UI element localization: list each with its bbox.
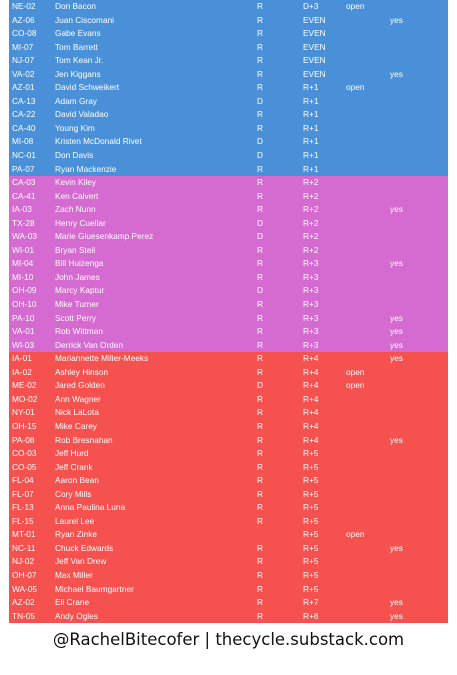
table-row [9,14,448,28]
rating-cell: R+5 [303,461,319,472]
name-cell: Mike Carey [55,420,97,431]
rating-cell: R+4 [303,420,319,431]
rating-cell: R+1 [303,163,319,174]
yes-flag-cell: yes [390,597,403,608]
district-cell: NJ-07 [12,55,35,66]
table-row [9,41,448,55]
district-cell: OH-09 [12,285,37,296]
rating-cell: R+5 [303,529,319,540]
party-cell: R [257,244,263,255]
open-seat-cell: open [346,529,365,540]
district-cell: PA-08 [12,434,35,445]
name-cell: Zach Nunn [55,204,96,215]
name-cell: Bryan Steil [55,244,96,255]
rating-cell: EVEN [303,68,326,79]
table-row [9,447,448,461]
table-row [9,474,448,488]
yes-flag-cell: yes [390,610,403,621]
party-cell: R [257,366,263,377]
party-cell: D [257,285,263,296]
district-cell: WA-03 [12,231,38,242]
name-cell: Anna Paulina Luna [55,502,126,513]
district-cell: CA-22 [12,109,36,120]
rating-cell: R+5 [303,569,319,580]
ratings-table [9,0,448,621]
rating-cell: R+3 [303,258,319,269]
party-cell: R [257,583,263,594]
party-cell: R [257,326,263,337]
district-cell: CO-05 [12,461,37,472]
name-cell: Ryan Mackenzie [55,163,117,174]
party-cell: R [257,556,263,567]
rating-cell: R+3 [303,326,319,337]
name-cell: Ryan Zinke [55,529,97,540]
rating-cell: R+7 [303,597,319,608]
table-row [9,68,448,82]
party-cell: R [257,502,263,513]
party-cell: R [257,434,263,445]
rating-cell: R+2 [303,217,319,228]
name-cell: Jen Kiggans [55,68,101,79]
district-cell: MO-02 [12,393,38,404]
rating-cell: R+3 [303,299,319,310]
district-cell: CO-08 [12,28,37,39]
party-cell: R [257,312,263,323]
district-cell: AZ-06 [12,14,35,25]
district-cell: CA-41 [12,190,36,201]
rating-cell: R+3 [303,312,319,323]
party-cell: R [257,163,263,174]
district-cell: OH-15 [12,420,37,431]
table-row [9,501,448,515]
name-cell: Marie Gluesenkamp Perez [55,231,154,242]
district-cell: IA-02 [12,366,32,377]
party-cell: R [257,448,263,459]
district-cell: CO-03 [12,448,37,459]
party-cell: R [257,353,263,364]
district-cell: OH-07 [12,569,37,580]
rating-cell: R+5 [303,542,319,553]
yes-flag-cell: yes [390,204,403,215]
rating-cell: R+1 [303,150,319,161]
table-row [9,366,448,380]
table-row [9,583,448,597]
rating-cell: R+4 [303,380,319,391]
rating-cell: EVEN [303,41,326,52]
rating-cell: EVEN [303,14,326,25]
open-seat-cell: open [346,1,365,11]
table-row [9,298,448,312]
yes-flag-cell: yes [390,542,403,553]
district-cell: FL-13 [12,502,34,513]
name-cell: Andy Ogles [55,610,98,621]
name-cell: Laurel Lee [55,515,95,526]
rating-cell: D+3 [303,1,319,11]
party-cell: D [257,95,263,106]
rating-cell: R+4 [303,393,319,404]
rating-cell: EVEN [303,28,326,39]
party-cell: R [257,299,263,310]
party-cell: R [257,82,263,93]
party-cell: R [257,542,263,553]
party-cell: R [257,420,263,431]
district-cell: MI-10 [12,271,34,282]
table-row [9,596,448,610]
yes-flag-cell: yes [390,339,403,350]
rating-cell: R+1 [303,109,319,120]
rating-cell: R+3 [303,271,319,282]
rating-cell: R+1 [303,122,319,133]
rating-cell: R+2 [303,190,319,201]
rating-cell: R+4 [303,407,319,418]
rating-cell: R+3 [303,339,319,350]
district-cell: CA-13 [12,95,36,106]
name-cell: Max Miller [55,569,93,580]
party-cell: R [257,393,263,404]
name-cell: John James [55,271,100,282]
name-cell: Aaron Bean [55,475,99,486]
name-cell: Ken Calvert [55,190,99,201]
party-cell: R [257,597,263,608]
district-cell: OH-10 [12,299,37,310]
party-cell: R [257,190,263,201]
name-cell: Scott Perry [55,312,97,323]
party-cell: R [257,339,263,350]
name-cell: Gabe Evans [55,28,101,39]
name-cell: Michael Baumgartner [55,583,134,594]
district-cell: IA-03 [12,204,32,215]
rating-cell: R+5 [303,515,319,526]
district-cell: MI-04 [12,258,34,269]
table-row [9,434,448,448]
table-row [9,244,448,258]
name-cell: Kristen McDonald Rivet [55,136,142,147]
rating-cell: R+2 [303,244,319,255]
table-row [9,149,448,163]
name-cell: Eli Crane [55,597,90,608]
rating-cell: R+3 [303,285,319,296]
table-row [9,352,448,366]
table-row [9,393,448,407]
rating-cell: R+2 [303,231,319,242]
table-row [9,257,448,271]
party-cell: R [257,55,263,66]
table-row [9,176,448,190]
name-cell: Adam Gray [55,95,97,106]
open-seat-cell: open [346,82,365,93]
table-row [9,542,448,556]
district-cell: VA-02 [12,68,35,79]
rating-cell: R+2 [303,177,319,188]
name-cell: Rob Wittman [55,326,103,337]
party-cell: R [257,41,263,52]
name-cell: Juan Ciscomani [55,14,115,25]
party-cell: R [257,515,263,526]
rating-cell: R+5 [303,583,319,594]
table-row [9,555,448,569]
rating-cell: R+4 [303,366,319,377]
party-cell: R [257,28,263,39]
rating-cell: R+4 [303,353,319,364]
district-cell: TN-05 [12,610,36,621]
rating-cell: R+2 [303,204,319,215]
district-cell: AZ-01 [12,82,35,93]
table-row [9,312,448,326]
district-cell: MI-08 [12,136,34,147]
table-row [9,81,448,95]
district-cell: ME-02 [12,380,37,391]
table-row [9,217,448,231]
party-cell: R [257,1,263,11]
yes-flag-cell: yes [390,258,403,269]
name-cell: Henry Cuellar [55,217,106,228]
name-cell: Nick LaLota [55,407,99,418]
table-row [9,284,448,298]
district-cell: AZ-02 [12,597,35,608]
rating-cell: R+5 [303,448,319,459]
party-cell: D [257,150,263,161]
rating-cell: R+5 [303,488,319,499]
table-row [9,163,448,177]
district-cell: FL-07 [12,488,34,499]
party-cell: R [257,461,263,472]
table-row [9,27,448,41]
district-cell: MI-07 [12,41,34,52]
name-cell: Mariannette Miller-Meeks [55,353,149,364]
party-cell: R [257,122,263,133]
district-cell: MT-01 [12,529,36,540]
name-cell: Derrick Van Orden [55,339,124,350]
party-cell: R [257,14,263,25]
name-cell: Bill Huizenga [55,258,104,269]
party-cell: R [257,177,263,188]
yes-flag-cell: yes [390,68,403,79]
rating-cell: R+1 [303,95,319,106]
name-cell: Tom Barrett [55,41,98,52]
party-cell: R [257,109,263,120]
rating-cell: R+5 [303,475,319,486]
district-cell: PA-10 [12,312,35,323]
open-seat-cell: open [346,366,365,377]
rating-cell: R+4 [303,434,319,445]
name-cell: Ashley Hinson [55,366,109,377]
name-cell: Mike Turner [55,299,99,310]
district-cell: TX-28 [12,217,35,228]
party-cell: R [257,488,263,499]
district-cell: WI-03 [12,339,35,350]
district-cell: WA-05 [12,583,38,594]
name-cell: Rob Bresnahan [55,434,113,445]
party-cell: R [257,610,263,621]
rating-cell: R+1 [303,136,319,147]
name-cell: Kevin Kiley [55,177,97,188]
name-cell: Jeff Crank [55,461,93,472]
district-cell: CA-03 [12,177,36,188]
district-cell: PA-07 [12,163,35,174]
table-row [9,420,448,434]
yes-flag-cell: yes [390,326,403,337]
table-row [9,135,448,149]
party-cell: R [257,258,263,269]
party-cell: R [257,407,263,418]
rating-cell: R+8 [303,610,319,621]
party-cell: R [257,475,263,486]
name-cell: Tom Kean Jr. [55,55,104,66]
district-cell: NY-01 [12,407,35,418]
name-cell: Jared Golden [55,380,105,391]
party-cell: R [257,271,263,282]
yes-flag-cell: yes [390,14,403,25]
table-row [9,271,448,285]
table-row [9,461,448,475]
name-cell: Chuck Edwards [55,542,114,553]
rating-cell: R+1 [303,82,319,93]
district-cell: NC-11 [12,542,36,553]
rating-cell: EVEN [303,55,326,66]
table-row [9,515,448,529]
party-cell: R [257,569,263,580]
name-cell: David Valadao [55,109,109,120]
table-row [9,406,448,420]
rating-cell: R+5 [303,556,319,567]
open-seat-cell: open [346,380,365,391]
yes-flag-cell: yes [390,312,403,323]
name-cell: Don Bacon [55,1,97,11]
table-row [9,488,448,502]
party-cell: D [257,231,263,242]
yes-flag-cell: yes [390,353,403,364]
name-cell: David Schweikert [55,82,120,93]
name-cell: Marcy Kaptur [55,285,105,296]
table-row [9,325,448,339]
name-cell: Cory Mills [55,488,92,499]
name-cell: Jeff Van Drew [55,556,107,567]
name-cell: Jeff Hurd [55,448,89,459]
party-cell: D [257,136,263,147]
table-row [9,203,448,217]
table-row [9,379,448,393]
table-row [9,95,448,109]
table-row [9,528,448,542]
table-row [9,0,448,14]
party-cell: R [257,68,263,79]
table-row [9,230,448,244]
district-cell: VA-01 [12,326,35,337]
name-cell: Don Davis [55,150,94,161]
party-cell: D [257,217,263,228]
name-cell: Ann Wagner [55,393,101,404]
district-cell: FL-15 [12,515,34,526]
district-cell: WI-01 [12,244,35,255]
district-cell: FL-04 [12,475,34,486]
district-cell: IA-01 [12,353,32,364]
district-cell: NJ-02 [12,556,35,567]
table-row [9,569,448,583]
table-row [9,339,448,353]
table-row [9,190,448,204]
party-cell: D [257,380,263,391]
rating-cell: R+5 [303,502,319,513]
district-cell: CA-40 [12,122,36,133]
table-row [9,54,448,68]
table-row [9,122,448,136]
district-cell: NC-01 [12,150,36,161]
footer-credit: @RachelBitecofer | thecycle.substack.com [52,630,405,649]
district-cell: NE-02 [12,1,36,11]
name-cell: Young Kim [55,122,95,133]
table-row [9,108,448,122]
yes-flag-cell: yes [390,434,403,445]
party-cell: R [257,204,263,215]
table-row [9,610,448,624]
